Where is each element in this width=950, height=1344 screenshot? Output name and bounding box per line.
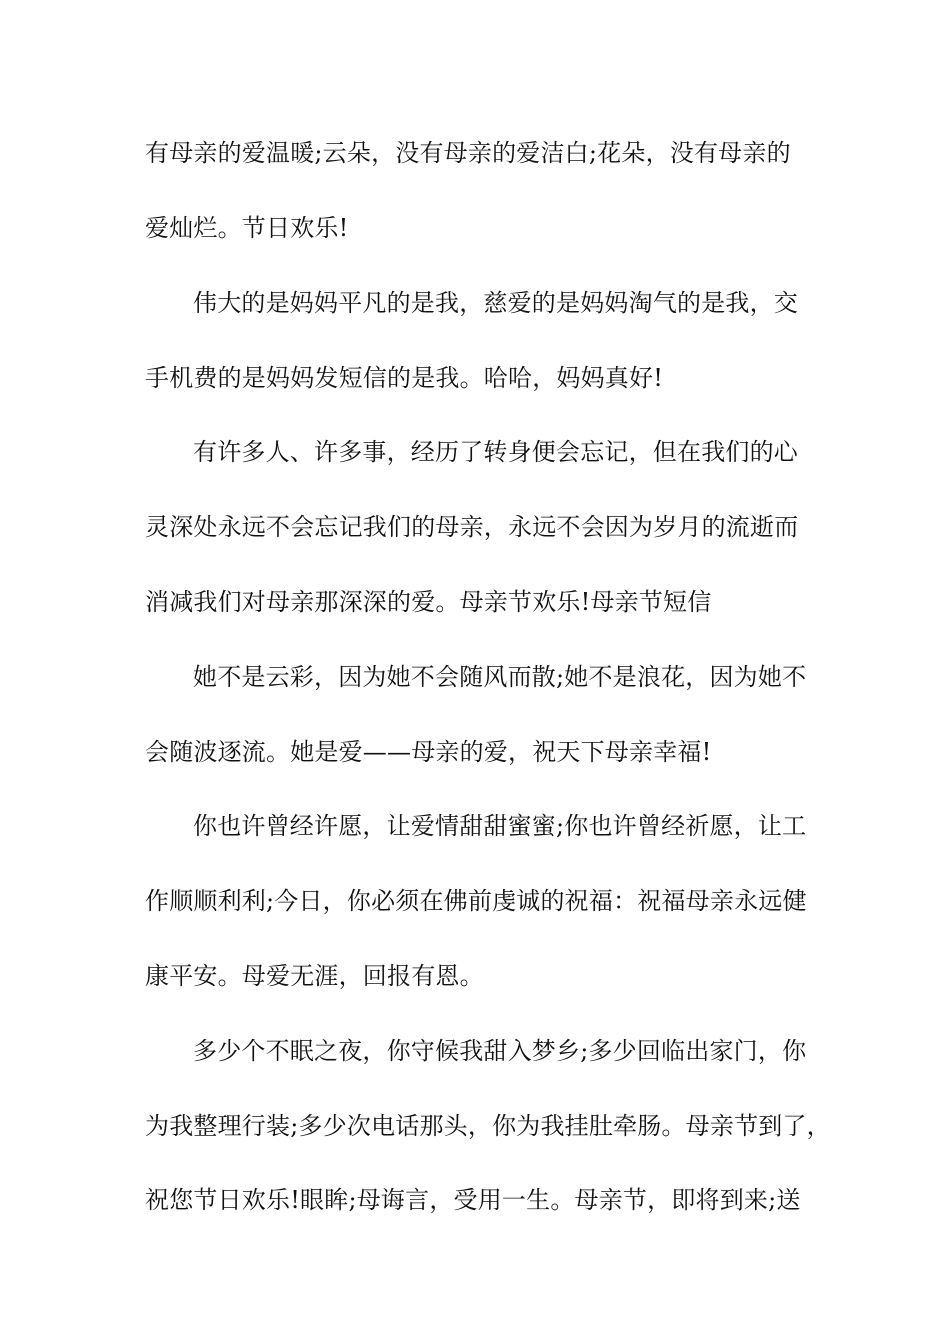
text-line: 有许多人、许多事，经历了转身便会忘记，但在我们的心	[193, 438, 798, 466]
text-line: 她不是云彩，因为她不会随风而散;她不是浪花，因为她不	[193, 663, 807, 691]
text-line: 消减我们对母亲那深深的爱。母亲节欢乐!母亲节短信	[145, 588, 712, 616]
text-line: 有母亲的爱温暖;云朵，没有母亲的爱洁白;花朵，没有母亲的	[145, 139, 791, 167]
text-line: 爱灿烂。节日欢乐!	[145, 214, 349, 242]
text-line: 作顺顺利利;今日，你必须在佛前虔诚的祝福：祝福母亲永远健	[145, 887, 807, 915]
text-line: 会随波逐流。她是爱——母亲的爱，祝天下母亲幸福!	[145, 738, 712, 766]
text-line: 为我整理行装;多少次电话那头，你为我挂肚牵肠。母亲节到了，	[145, 1112, 831, 1140]
text-line: 祝您节日欢乐!眼眸;母诲言，受用一生。母亲节，即将到来;送	[145, 1186, 801, 1214]
text-line: 康平安。母爱无涯，回报有恩。	[145, 962, 484, 990]
text-line: 你也许曾经许愿，让爱情甜甜蜜蜜;你也许曾经祈愿，让工	[193, 812, 807, 840]
text-line: 多少个不眠之夜，你守候我甜入梦乡;多少回临出家门，你	[193, 1037, 807, 1065]
text-line: 伟大的是妈妈平凡的是我，慈爱的是妈妈淘气的是我，交	[193, 289, 798, 317]
text-line: 手机费的是妈妈发短信的是我。哈哈，妈妈真好!	[145, 364, 664, 392]
text-line: 灵深处永远不会忘记我们的母亲，永远不会因为岁月的流逝而	[145, 513, 799, 541]
